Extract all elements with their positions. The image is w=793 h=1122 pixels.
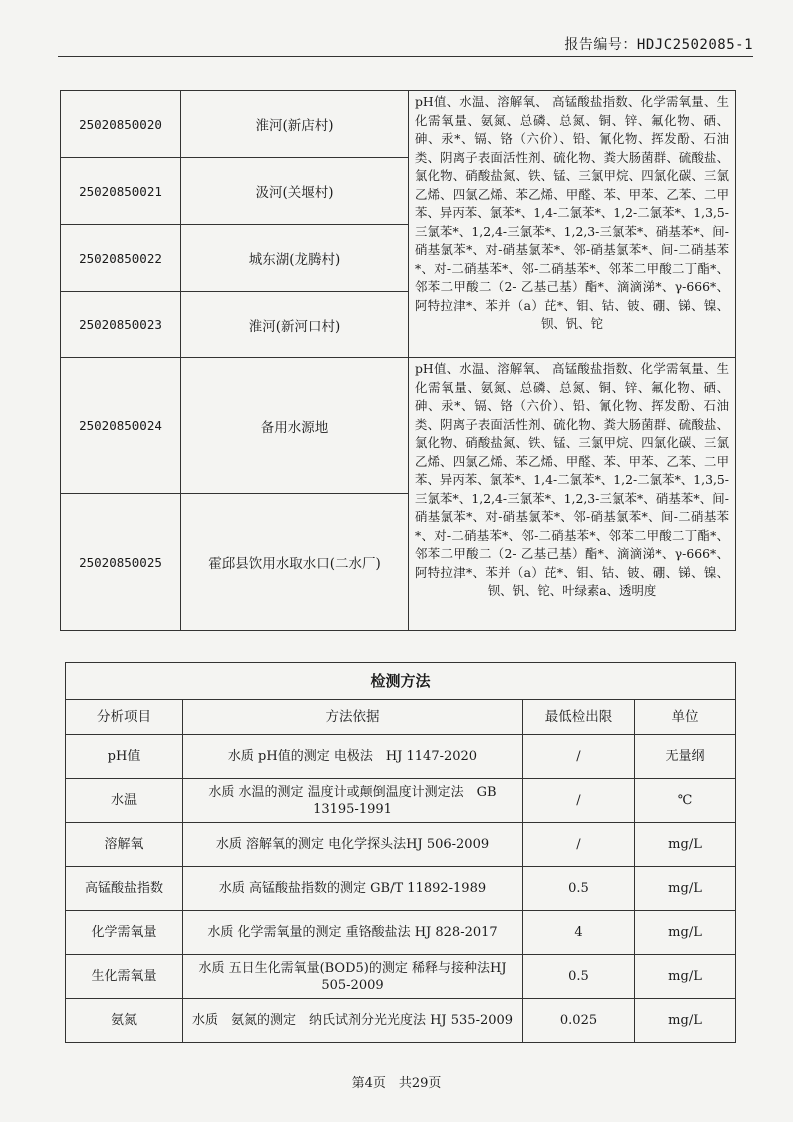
method-table-title: 检测方法 <box>66 663 736 700</box>
table-row <box>66 911 736 955</box>
column-header: 单位 <box>635 700 736 735</box>
table-row <box>66 779 736 823</box>
detection-limit: 0.025 <box>523 999 635 1043</box>
column-header: 最低检出限 <box>523 700 635 735</box>
table-row <box>66 999 736 1043</box>
method-basis: 水质 溶解氧的测定 电化学探头法HJ 506-2009 <box>183 823 523 867</box>
sample-location: 淮河(新店村) <box>181 91 409 158</box>
page-number: 第4页 共29页 <box>351 1076 442 1091</box>
report-number: 报告编号：HDJC2502085-1 <box>564 37 753 53</box>
method-basis: 水质 五日生化需氧量(BOD5)的测定 稀释与接种法HJ 505-2009 <box>183 955 523 999</box>
method-basis: 水质 高锰酸盐指数的测定 GB/T 11892-1989 <box>183 867 523 911</box>
table-row <box>66 867 736 911</box>
table-row <box>66 823 736 867</box>
method-basis: 水质 氨氮的测定 纳氏试剂分光光度法 HJ 535-2009 <box>183 999 523 1043</box>
table-row <box>61 91 736 158</box>
sample-location: 霍邱县饮用水取水口(二水厂) <box>181 494 409 631</box>
header-rule <box>58 56 753 57</box>
sample-location: 汲河(关堰村) <box>181 158 409 225</box>
unit: 无量纲 <box>635 735 736 779</box>
detection-limit: 4 <box>523 911 635 955</box>
sample-code: 25020850024 <box>61 358 181 494</box>
unit: mg/L <box>635 911 736 955</box>
table-row <box>61 358 736 494</box>
sample-location: 淮河(新河口村) <box>181 292 409 358</box>
sample-code: 25020850021 <box>61 158 181 225</box>
table-row <box>66 955 736 999</box>
detection-limit: 0.5 <box>523 867 635 911</box>
method-basis: 水质 pH值的测定 电极法 HJ 1147-2020 <box>183 735 523 779</box>
analysis-item: 生化需氧量 <box>66 955 183 999</box>
method-basis: 水质 水温的测定 温度计或颠倒温度计测定法 GB 13195-1991 <box>183 779 523 823</box>
detection-limit: 0.5 <box>523 955 635 999</box>
unit: ℃ <box>635 779 736 823</box>
unit: mg/L <box>635 955 736 999</box>
column-header: 方法依据 <box>183 700 523 735</box>
analysis-item: 溶解氧 <box>66 823 183 867</box>
method-basis: 水质 化学需氧量的测定 重铬酸盐法 HJ 828-2017 <box>183 911 523 955</box>
analysis-item: 高锰酸盐指数 <box>66 867 183 911</box>
analysis-item: pH值 <box>66 735 183 779</box>
sample-location: 城东湖(龙腾村) <box>181 225 409 292</box>
unit: mg/L <box>635 823 736 867</box>
sample-code: 25020850022 <box>61 225 181 292</box>
sample-table <box>60 90 736 631</box>
unit: mg/L <box>635 999 736 1043</box>
table-row <box>66 735 736 779</box>
sample-code: 25020850020 <box>61 91 181 158</box>
detection-limit: / <box>523 779 635 823</box>
analysis-item: 氨氮 <box>66 999 183 1043</box>
unit: mg/L <box>635 867 736 911</box>
sample-location: 备用水源地 <box>181 358 409 494</box>
method-table-header-row <box>66 700 736 735</box>
detection-limit: / <box>523 823 635 867</box>
detection-limit: / <box>523 735 635 779</box>
column-header: 分析项目 <box>66 700 183 735</box>
test-items: pH值、水温、溶解氧、 高锰酸盐指数、化学需氧量、生化需氧量、氨氮、总磷、总氮、铜、锌、氟化物、硒、砷、汞*、镉、铬（六价）、铅、氰化物、挥发酚、石油类、阴离子表面活性剂、硫化物、粪大肠菌群、硫酸盐、氯化物、硝酸盐氮、铁、锰、三氯甲烷、四氯化碳、三氯乙烯、四氯乙烯、苯乙烯、甲醛、苯、甲苯、乙苯、二甲苯、异丙苯、氯苯*、1,4-二氯苯*、1,2-二氯苯*、1,3,5-三氯苯*、1,2,4-三氯苯*、1,2,3-三氯苯*、硝基苯*、间-硝基氯苯*、对-硝基氯苯*、邻-硝基氯苯*、间-二硝基苯*、对-二硝基苯*、邻-二硝基苯*、邻苯二甲酸二丁酯*、邻苯二甲酸二（2- 乙基己基）酯*、滴滴涕*、γ-666*、阿特拉津*、苯并（a）芘*、钼、钴、铍、硼、锑、镍、钡、钒、铊、叶绿素a、透明度 <box>409 358 736 631</box>
sample-code: 25020850025 <box>61 494 181 631</box>
test-items: pH值、水温、溶解氧、 高锰酸盐指数、化学需氧量、生化需氧量、氨氮、总磷、总氮、铜、锌、氟化物、硒、砷、汞*、镉、铬（六价）、铅、氰化物、挥发酚、石油类、阴离子表面活性剂、硫化物、粪大肠菌群、硫酸盐、氯化物、硝酸盐氮、铁、锰、三氯甲烷、四氯化碳、三氯乙烯、四氯乙烯、苯乙烯、甲醛、苯、甲苯、乙苯、二甲苯、异丙苯、氯苯*、1,4-二氯苯*、1,2-二氯苯*、1,3,5-三氯苯*、1,2,4-三氯苯*、1,2,3-三氯苯*、硝基苯*、间-硝基氯苯*、对-硝基氯苯*、邻-硝基氯苯*、间-二硝基苯*、对-二硝基苯*、邻-二硝基苯*、邻苯二甲酸二丁酯*、邻苯二甲酸二（2- 乙基己基）酯*、滴滴涕*、γ-666*、阿特拉津*、苯并（a）芘*、钼、钴、铍、硼、锑、镍、钡、钒、铊 <box>409 91 736 358</box>
analysis-item: 化学需氧量 <box>66 911 183 955</box>
method-table <box>65 662 736 1043</box>
method-table-title-row <box>66 663 736 700</box>
sample-code: 25020850023 <box>61 292 181 358</box>
analysis-item: 水温 <box>66 779 183 823</box>
